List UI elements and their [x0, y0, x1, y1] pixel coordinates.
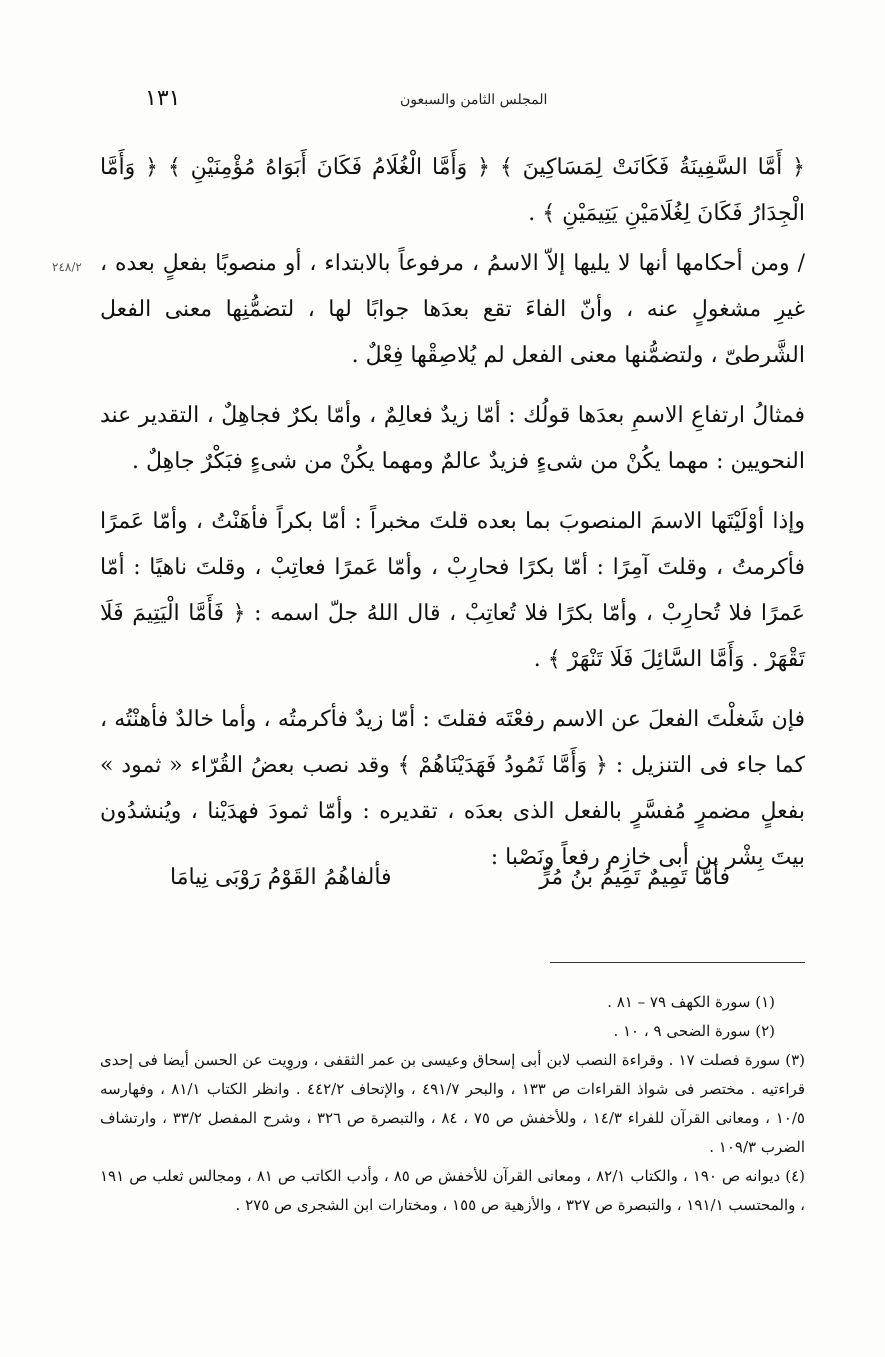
footnotes: [100, 988, 805, 1220]
margin-note: ٢٤٨/٢: [52, 260, 82, 274]
paragraph: فإن شَغلْتَ الفعلَ عن الاسم رفعْتَه فقلتَ : أمّا زيدٌ فأكرمتُه ، وأما خالدٌ فأهنْتُه ، كما جاء فى التنزيل : ﴿ وَأَمَّا ثَمُودُ فَهَدَيْنَاهُمْ ﴾ وقد نصب بعضُ القُرّاء « ثمود » بفعلٍ مضمرٍ مُفسَّرٍ بالفعل الذى بعدَه ، تقديره : وأمّا ثمودَ فهدَيْنا ، ويُنشدُون بيتَ بِشْر بن أبى خازِم رفعاً ونَصْبا :: [100, 707, 805, 870]
paragraph: فمثالُ ارتفاعِ الاسمِ بعدَها قولُك : أمّا زيدٌ فعالِمٌ ، وأمّا بكرٌ فجاهِلٌ ، التقدير عند النحويين : مهما يكُنْ من شىءٍ فزيدٌ عالمٌ ومهما يكُنْ من شىءٍ فبَكْرٌ جاهِلٌ .: [100, 403, 805, 474]
footnote-divider: [550, 962, 805, 963]
quran-quotation-paragraph: ﴿ أَمَّا السَّفِينَةُ فَكَانَتْ لِمَسَاكِينَ ﴾ ﴿ وَأَمَّا الْغُلَامُ فَكَانَ أَبَوَاهُ مُؤْمِنَيْنِ ﴾ ﴿ وَأَمَّا الْجِدَارُ فَكَانَ لِغُلَامَيْنِ يَتِيمَيْنِ ﴾ .: [100, 155, 805, 226]
page-number: ١٣١: [145, 86, 181, 111]
footnote: (٤) ديوانه ص ١٩٠ ، والكتاب ٨٢/١ ، ومعانى القرآن للأخفش ص ٨٥ ، وأدب الكاتب ص ٨١ ، ومجالس ثعلب ص ١٩١ ، والمحتسب ١٩١/١ ، والتبصرة ص ٣٢٧ ، والأزهية ص ١٥٥ ، ومختارات ابن الشجرى ص ٢٧٥ .: [100, 1167, 805, 1214]
footnote: (١) سورة الكهف ٧٩ – ٨١ .: [607, 993, 775, 1011]
verse-first-hemistich: فأمّا تَمِيمٌ تَمِيمُ بنُ مُرٍّ: [539, 865, 730, 890]
main-text: [100, 145, 805, 895]
paragraph: / ومن أحكامها أنها لا يليها إلاّ الاسمُ ، مرفوعاً بالابتداء ، أو منصوبًا بفعلٍ بعده ، غيرِ مشغولٍ عنه ، وأنّ الفاءَ تقع بعدَها جوابًا لها ، لتضمُّنِها معنى الفعل الشَّرطىّ ، ولتضمُّنها معنى الفعل لم يُلاصِقْها فِعْلٌ .: [100, 251, 805, 368]
footnote: (٣) سورة فصلت ١٧ . وقراءة النصب لابن أبى إسحاق وعيسى بن عمر الثقفى ، وروِيت عن الحسن أيضا فى إحدى قراءتيه . مختصر فى شواذ القراءات ص ١٣٣ ، والبحر ٤٩١/٧ ، والإتحاف ٤٤٢/٢ . وانظر الكتاب ٨١/١ ، وفهارسه ١٠/٥ ، ومعانى القرآن للفراء ١٤/٣ ، وللأخفش ص ٧٥ ، ٨٤ ، والتبصرة ص ٣٢٦ ، وشرح المفصل ٣٣/٢ ، وارتشاف الضرب ١٠٩/٣ .: [100, 1051, 806, 1156]
poetry-verse: [170, 865, 730, 890]
paragraph: وإذا أوْلَيْتَها الاسمَ المنصوبَ بما بعده قلتَ مخبراً : أمّا بكراً فأهَنْتُ ، وأمّا عَمرًا فأكرمتُ ، وقلتَ آمِرًا : أمّا بكرًا فحارِبْ ، وأمّا عَمرًا فعاتِبْ ، وقلتَ ناهيًا : أمّا عَمرًا فلا تُحارِبْ ، وأمّا بكرًا فلا تُعاتِبْ ، قال اللهُ جلّ اسمه : ﴿ فَأَمَّا الْيَتِيمَ فَلَا تَقْهَرْ . وَأَمَّا السَّائِلَ فَلَا تَنْهَرْ ﴾ .: [100, 509, 805, 672]
verse-second-hemistich: فألفاهُمُ القَوْمُ رَوْبَى نِيامَا: [170, 865, 392, 890]
page-header: [145, 86, 745, 116]
footnote: (٢) سورة الضحى ٩ ، ١٠ .: [613, 1022, 775, 1040]
running-title: المجلس الثامن والسبعون: [400, 92, 548, 108]
